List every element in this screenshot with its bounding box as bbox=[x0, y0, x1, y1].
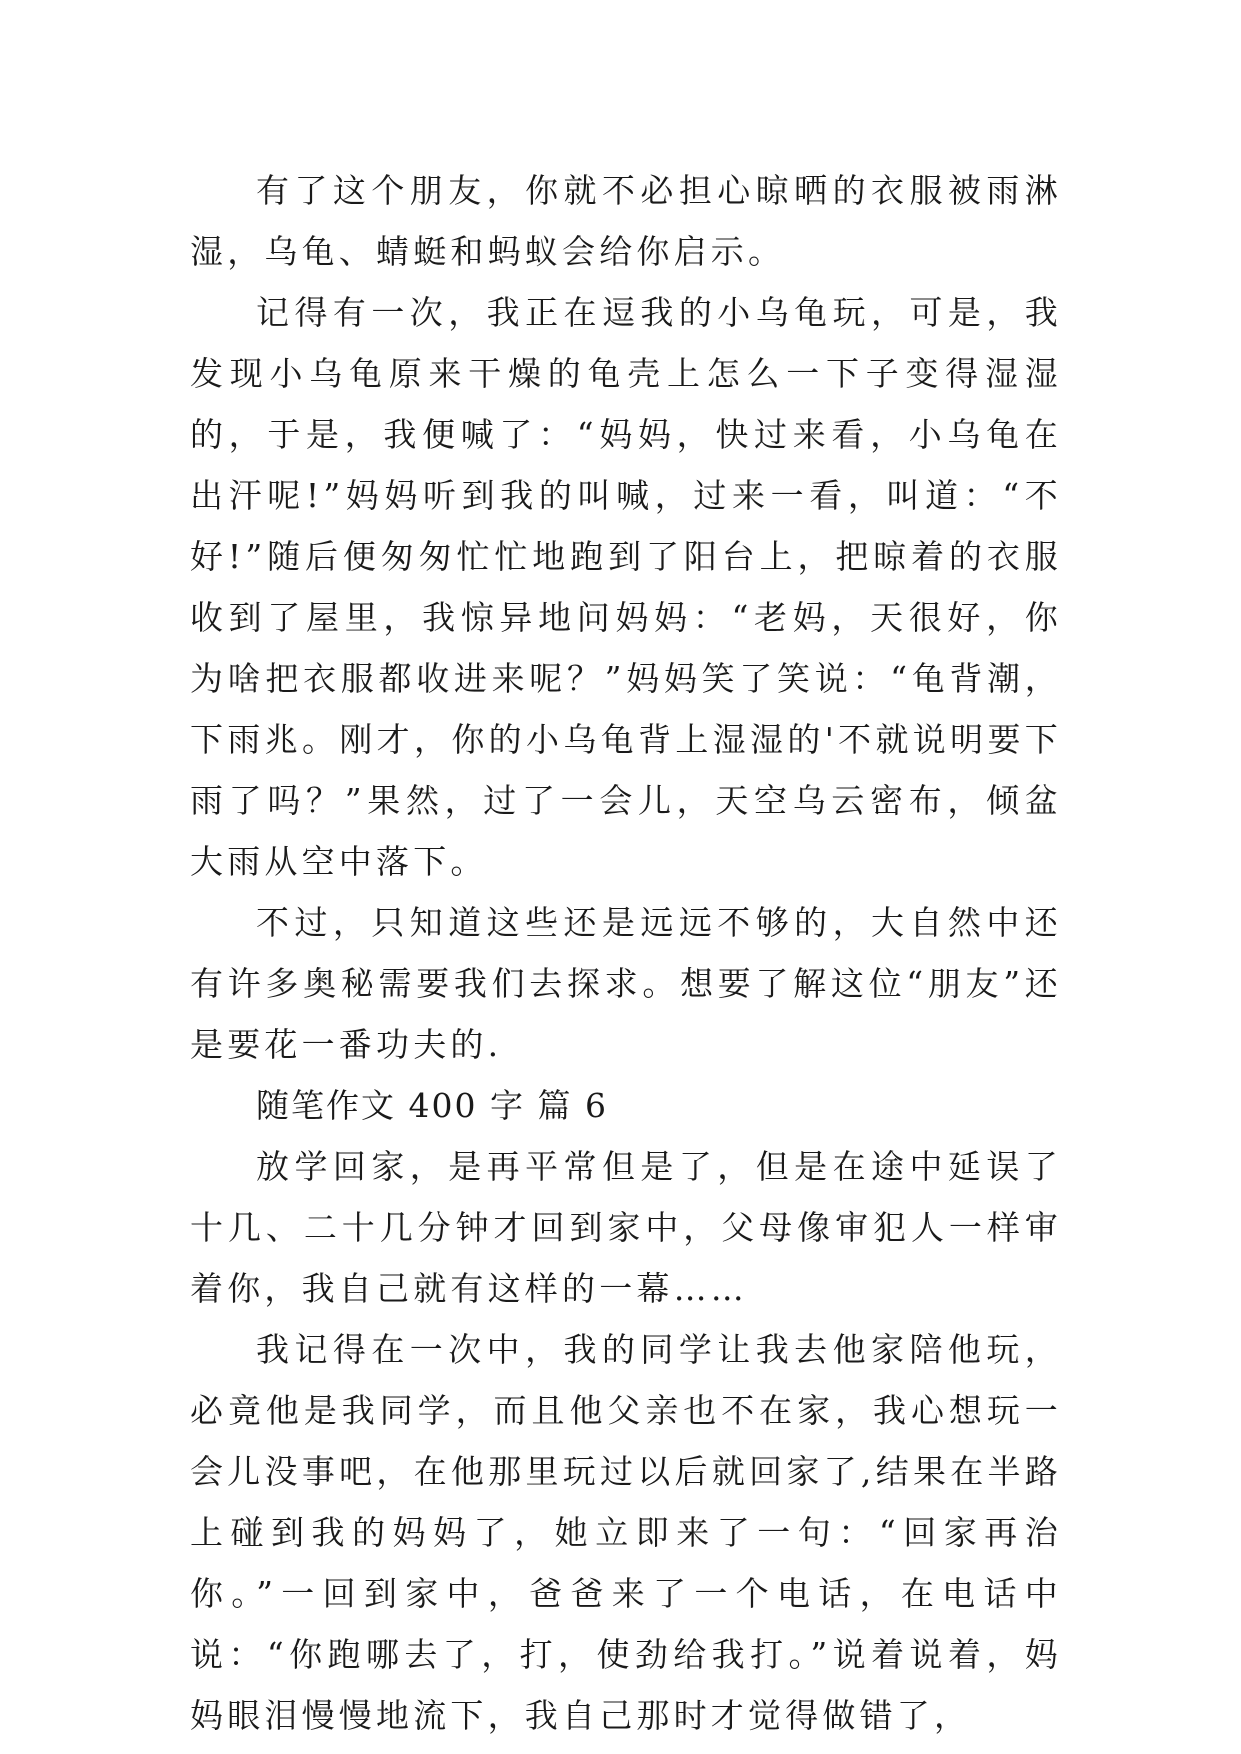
paragraph-nature-secrets: 不过，只知道这些还是远远不够的，大自然中还有许多奥秘需要我们去探求。想要了解这位“朋友”还是要花一番功夫的. bbox=[190, 903, 1062, 1064]
section-heading: 随笔作文 400 字 篇 6 bbox=[256, 1086, 608, 1125]
document-body bbox=[190, 160, 1062, 1746]
paragraph-coming-home: 放学回家，是再平常但是了，但是在途中延误了十几、二十几分钟才回到家中，父母像审犯人一样审着你，我自己就有这样的一幕…… bbox=[190, 1147, 1062, 1308]
paragraph-friend-hint: 有了这个朋友，你就不必担心晾晒的衣服被雨淋湿，乌龟、蜻蜓和蚂蚁会给你启示。 bbox=[190, 171, 1062, 271]
paragraph-turtle-story: 记得有一次，我正在逗我的小乌龟玩，可是，我发现小乌龟原来干燥的龟壳上怎么一下子变得湿湿的，于是，我便喊了：“妈妈，快过来看，小乌龟在出汗呢!”妈妈听到我的叫喊，过来一看，叫道：“不好!”随后便匆匆忙忙地跑到了阳台上，把晾着的衣服收到了屋里，我惊异地问妈妈：“老妈，天很好，你为啥把衣服都收进来呢？”妈妈笑了笑说：“龟背潮，下雨兆。刚才，你的小乌龟背上湿湿的'不就说明要下雨了吗？”果然，过了一会儿，天空乌云密布，倾盆大雨从空中落下。 bbox=[190, 293, 1062, 881]
paragraph-classmate-story: 我记得在一次中，我的同学让我去他家陪他玩，必竟他是我同学，而且他父亲也不在家，我心想玩一会儿没事吧，在他那里玩过以后就回家了,结果在半路上碰到我的妈妈了，她立即来了一句：“回家再治你。”一回到家中，爸爸来了一个电话，在电话中说：“你跑哪去了，打，使劲给我打。”说着说着，妈妈眼泪慢慢地流下，我自己那时才觉得做错了， bbox=[190, 1330, 1062, 1735]
